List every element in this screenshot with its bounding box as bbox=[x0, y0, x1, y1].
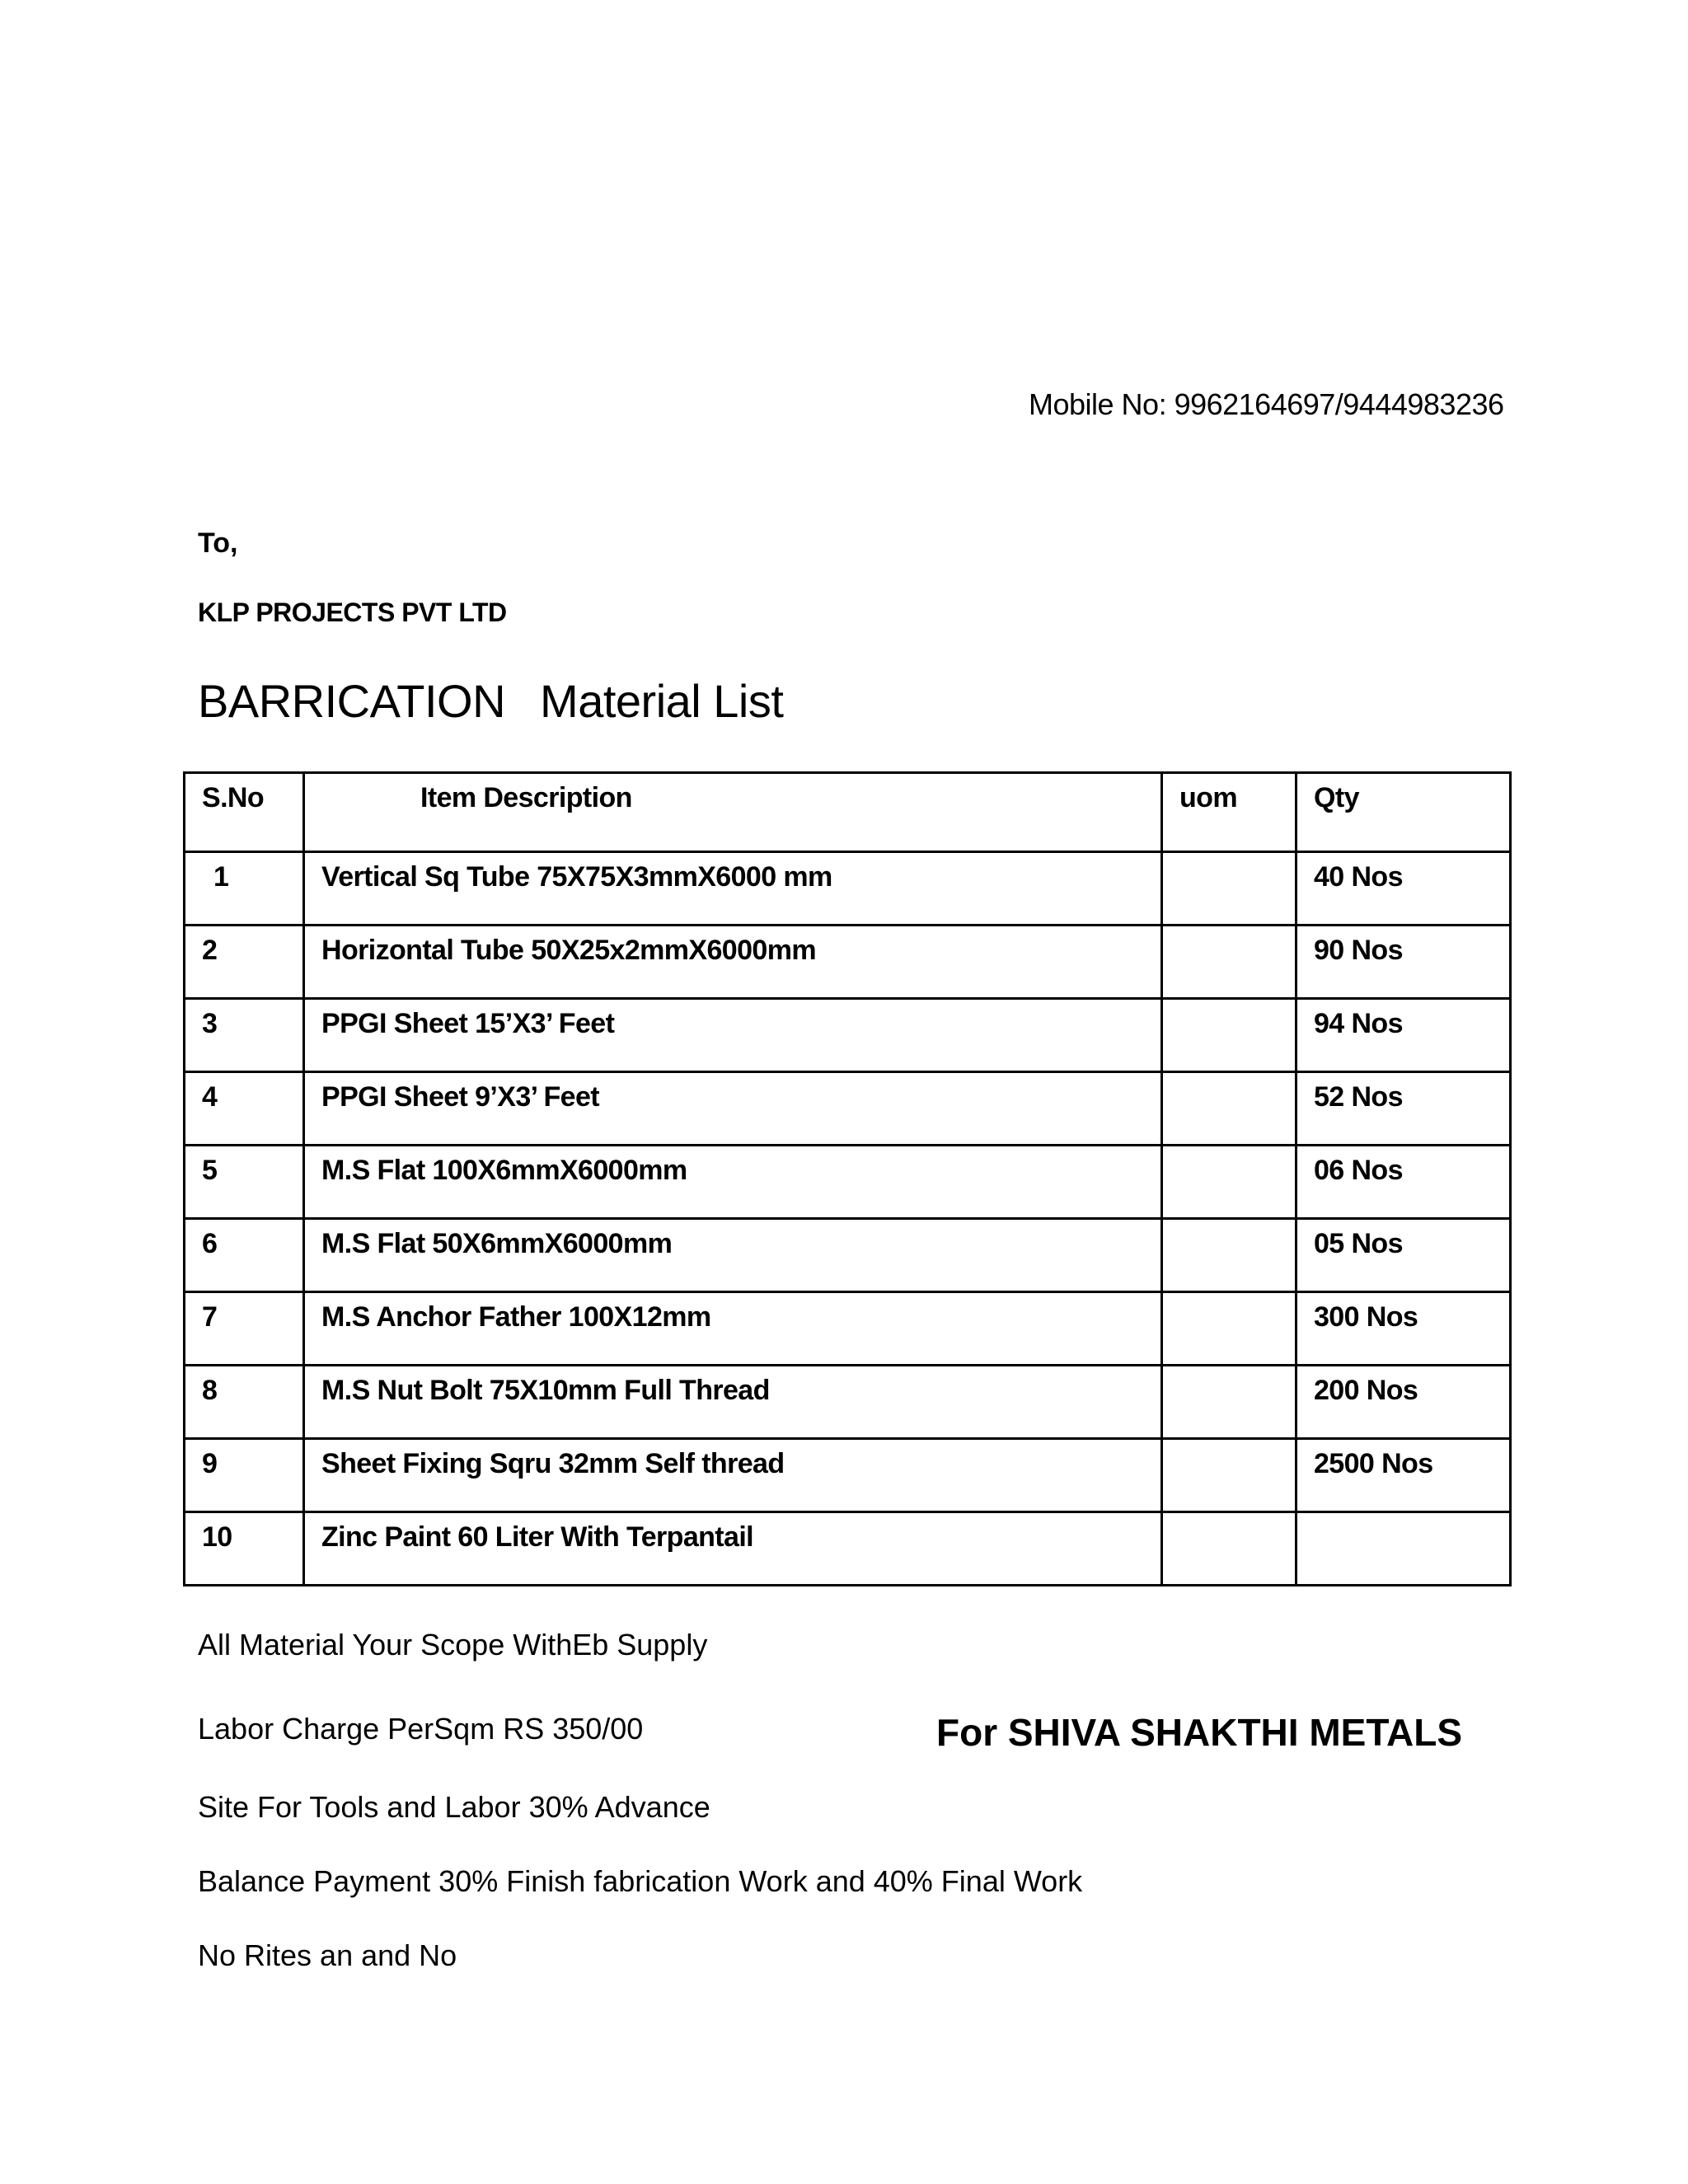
row-sno: 6 bbox=[185, 1219, 304, 1292]
table-row bbox=[185, 1512, 1511, 1586]
table-row bbox=[185, 1072, 1511, 1146]
row-qty: 300 Nos bbox=[1296, 1292, 1511, 1366]
row-description: Zinc Paint 60 Liter With Terpantail bbox=[304, 1512, 1162, 1586]
note-balance-payment: Balance Payment 30% Finish fabrication Work and 40% Final Work bbox=[198, 1864, 1083, 1898]
row-qty bbox=[1296, 1512, 1511, 1586]
header-description: Item Description bbox=[304, 773, 1162, 852]
row-sno: 7 bbox=[185, 1292, 304, 1366]
table-row bbox=[185, 1439, 1511, 1512]
row-uom bbox=[1162, 1512, 1296, 1586]
row-description: Horizontal Tube 50X25x2mmX6000mm bbox=[304, 926, 1162, 999]
row-uom bbox=[1162, 926, 1296, 999]
table-row bbox=[185, 1366, 1511, 1439]
row-sno: 4 bbox=[185, 1072, 304, 1146]
note-advance: Site For Tools and Labor 30% Advance bbox=[198, 1790, 710, 1824]
header-qty: Qty bbox=[1296, 773, 1511, 852]
row-qty: 94 Nos bbox=[1296, 999, 1511, 1072]
row-sno: 1 bbox=[185, 852, 304, 926]
row-sno: 3 bbox=[185, 999, 304, 1072]
table-row bbox=[185, 999, 1511, 1072]
recipient-company: KLP PROJECTS PVT LTD bbox=[198, 598, 507, 627]
row-qty: 40 Nos bbox=[1296, 852, 1511, 926]
row-qty: 200 Nos bbox=[1296, 1366, 1511, 1439]
table-row bbox=[185, 926, 1511, 999]
row-uom bbox=[1162, 1219, 1296, 1292]
row-uom bbox=[1162, 1292, 1296, 1366]
table-row bbox=[185, 1219, 1511, 1292]
row-uom bbox=[1162, 1439, 1296, 1512]
title-main: BARRICATION bbox=[198, 675, 506, 727]
row-qty: 06 Nos bbox=[1296, 1146, 1511, 1219]
title-sub: Material List bbox=[540, 675, 784, 727]
material-table bbox=[183, 771, 1512, 1586]
header-sno: S.No bbox=[185, 773, 304, 852]
row-uom bbox=[1162, 1366, 1296, 1439]
row-qty: 2500 Nos bbox=[1296, 1439, 1511, 1512]
note-material-scope: All Material Your Scope WithEb Supply bbox=[198, 1628, 708, 1661]
note-final: No Rites an and No bbox=[198, 1938, 457, 1972]
row-uom bbox=[1162, 852, 1296, 926]
table-header-row bbox=[185, 773, 1511, 852]
document-title bbox=[198, 674, 783, 728]
row-sno: 2 bbox=[185, 926, 304, 999]
row-uom bbox=[1162, 999, 1296, 1072]
row-uom bbox=[1162, 1072, 1296, 1146]
row-description: PPGI Sheet 9’X3’ Feet bbox=[304, 1072, 1162, 1146]
table-row bbox=[185, 1146, 1511, 1219]
table-row bbox=[185, 1292, 1511, 1366]
row-sno: 5 bbox=[185, 1146, 304, 1219]
row-description: M.S Flat 100X6mmX6000mm bbox=[304, 1146, 1162, 1219]
row-description: Sheet Fixing Sqru 32mm Self thread bbox=[304, 1439, 1162, 1512]
row-description: PPGI Sheet 15’X3’ Feet bbox=[304, 999, 1162, 1072]
row-description: M.S Anchor Father 100X12mm bbox=[304, 1292, 1162, 1366]
row-sno: 9 bbox=[185, 1439, 304, 1512]
salutation-to: To, bbox=[198, 527, 238, 559]
table-row bbox=[185, 852, 1511, 926]
row-qty: 52 Nos bbox=[1296, 1072, 1511, 1146]
row-description: M.S Nut Bolt 75X10mm Full Thread bbox=[304, 1366, 1162, 1439]
row-qty: 05 Nos bbox=[1296, 1219, 1511, 1292]
row-description: Vertical Sq Tube 75X75X3mmX6000 mm bbox=[304, 852, 1162, 926]
signature-company: For SHIVA SHAKTHI METALS bbox=[936, 1711, 1463, 1754]
row-sno: 8 bbox=[185, 1366, 304, 1439]
row-uom bbox=[1162, 1146, 1296, 1219]
header-uom: uom bbox=[1162, 773, 1296, 852]
row-description: M.S Flat 50X6mmX6000mm bbox=[304, 1219, 1162, 1292]
mobile-number: Mobile No: 9962164697/9444983236 bbox=[1029, 387, 1504, 421]
row-sno: 10 bbox=[185, 1512, 304, 1586]
row-qty: 90 Nos bbox=[1296, 926, 1511, 999]
note-labor-charge: Labor Charge PerSqm RS 350/00 bbox=[198, 1712, 644, 1746]
